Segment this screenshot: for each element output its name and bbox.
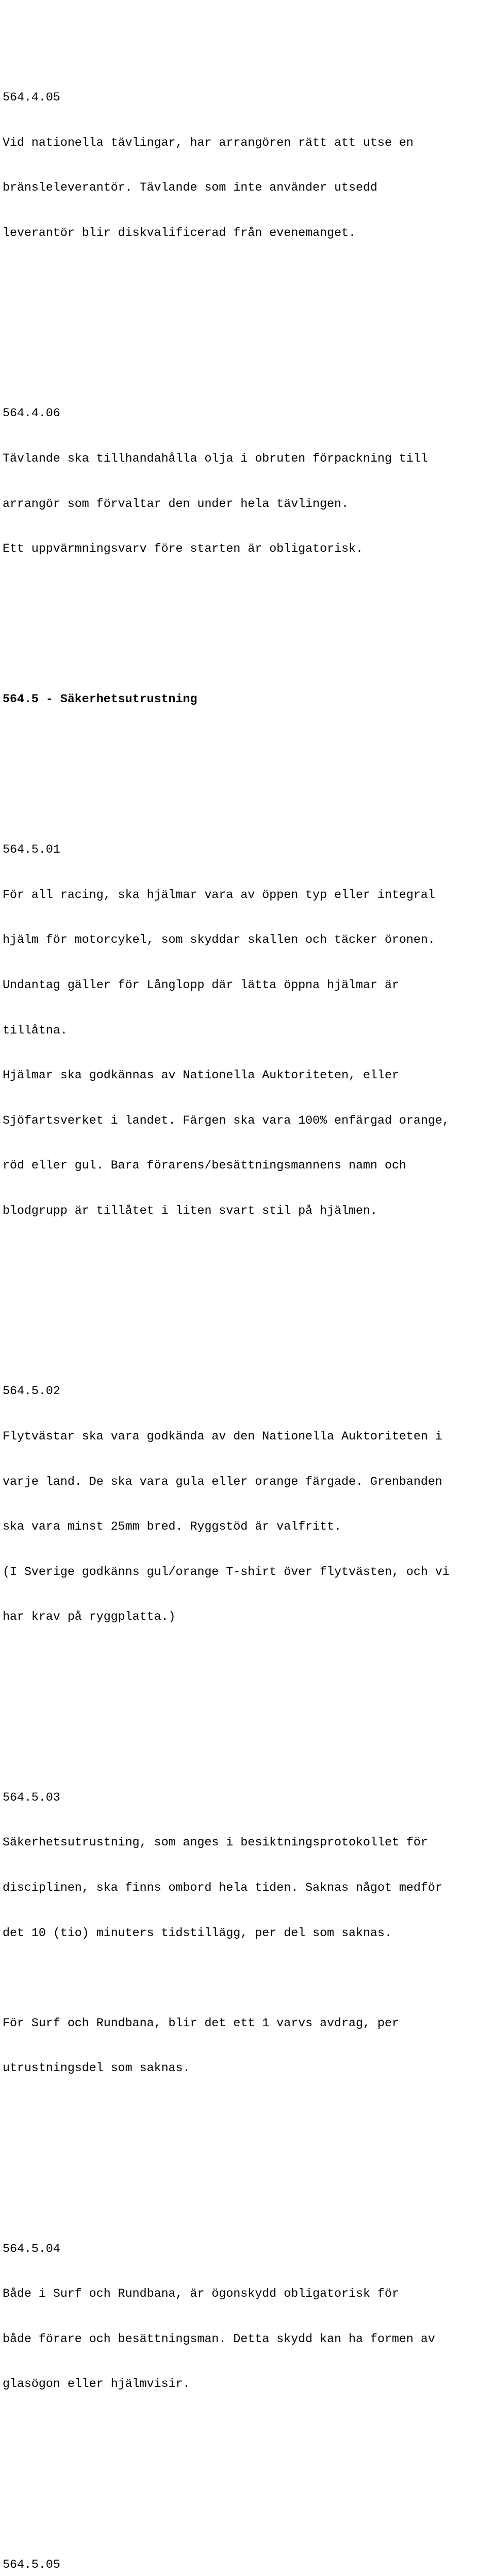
paragraph-gap	[3, 1279, 493, 1294]
section-text-line: bränsleleverantör. Tävlande som inte använder utsedd	[3, 181, 377, 195]
section-564-5-02	[3, 1354, 493, 1655]
section-text-line: utrustningsdel som saknas.	[3, 2061, 190, 2075]
section-text-line: blodgrupp är tillåtet i liten svart stil på hjälmen.	[3, 1204, 377, 1217]
section-text-line: hjälm för motorcykel, som skyddar skallen och täcker öronen.	[3, 933, 435, 947]
section-number: 564.5.05	[3, 2557, 60, 2571]
paragraph-gap	[3, 617, 493, 632]
section-text-line: Undantag gäller för Långlopp där lätta öppna hjälmar är	[3, 978, 399, 992]
paragraph-gap	[3, 2136, 493, 2151]
paragraph-gap	[3, 301, 493, 316]
section-text-line: ska vara minst 25mm bred. Ryggstöd är valfritt.	[3, 1520, 342, 1534]
section-564-4-06	[3, 376, 493, 587]
section-number: 564.5.04	[3, 2242, 60, 2256]
section-number: 564.4.06	[3, 406, 60, 420]
paragraph-gap	[3, 1685, 493, 1700]
section-text-line: Säkerhetsutrustning, som anges i besiktningsprotokollet för	[3, 1836, 428, 1850]
section-text-line: tillåtna.	[3, 1023, 68, 1037]
section-text-line: Flytvästar ska vara godkända av den Nationella Auktoriteten i	[3, 1429, 442, 1443]
section-text-line: Hjälmar ska godkännas av Nationella Auktoriteten, eller	[3, 1069, 399, 1082]
section-number: 564.5.01	[3, 843, 60, 857]
paragraph-gap	[3, 2452, 493, 2467]
section-text-line: arrangör som förvaltar den under hela tävlingen.	[3, 497, 349, 511]
section-text-line: Sjöfartsverket i landet. Färgen ska vara 100% enfärgad orange,	[3, 1113, 450, 1127]
paragraph-gap	[3, 1971, 493, 1986]
section-text-line: Tävlande ska tillhandahålla olja i obruten förpackning till	[3, 452, 428, 465]
section-number: 564.5.03	[3, 1790, 60, 1804]
section-text-line: Ett uppvärmningsvarv före starten är obligatorisk.	[3, 542, 364, 556]
section-text-line: både förare och besättningsman. Detta skydd kan ha formen av	[3, 2332, 435, 2346]
section-text-line: röd eller gul. Bara förarens/besättningsmannens namn och	[3, 1159, 406, 1173]
section-text-line: För all racing, ska hjälmar vara av öppen typ eller integral	[3, 888, 435, 902]
section-564-5-03	[3, 1760, 493, 2106]
section-number: 564.5.02	[3, 1384, 60, 1398]
section-564-5-05	[3, 2527, 493, 2576]
section-text-line: För Surf och Rundbana, blir det ett 1 varvs avdrag, per	[3, 2016, 399, 2030]
document-page	[3, 0, 493, 2576]
section-number: 564.4.05	[3, 91, 60, 105]
section-text-line: Både i Surf och Rundbana, är ögonskydd obligatorisk för	[3, 2287, 399, 2301]
section-text-line: glasögon eller hjälmvisir.	[3, 2377, 190, 2391]
section-564-5-04	[3, 2211, 493, 2422]
section-564-5-01	[3, 812, 493, 1249]
section-text-line: Vid nationella tävlingar, har arrangören rätt att utse en	[3, 135, 414, 149]
section-text-line: det 10 (tio) minuters tidstillägg, per del som saknas.	[3, 1926, 392, 1940]
section-text-line: varje land. De ska vara gula eller orange färgade. Grenbanden	[3, 1475, 442, 1488]
paragraph-gap	[3, 737, 493, 752]
section-text-line: har krav på ryggplatta.)	[3, 1610, 176, 1624]
section-564-4-05	[3, 60, 493, 271]
section-heading-564-5: 564.5 - Säkerhetsutrustning	[3, 692, 197, 706]
section-text-line: disciplinen, ska finns ombord hela tiden. Saknas något medför	[3, 1880, 442, 1894]
section-text-line: leverantör blir diskvalificerad från evenemanget.	[3, 226, 356, 240]
section-text-line: (I Sverige godkänns gul/orange T-shirt över flytvästen, och vi	[3, 1565, 450, 1579]
